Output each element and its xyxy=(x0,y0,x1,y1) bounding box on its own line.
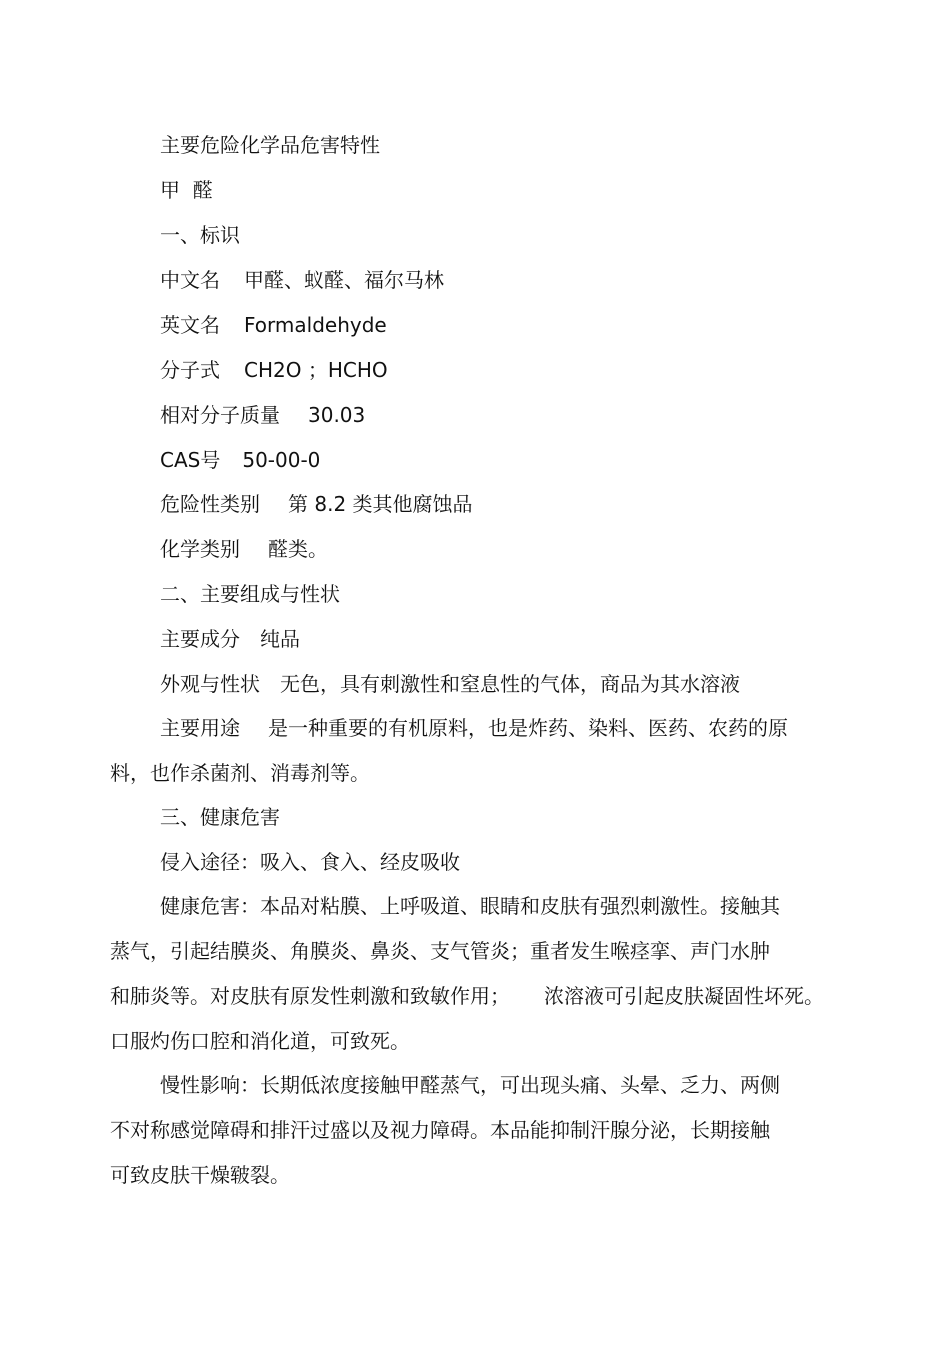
use-value-line1: 是一种重要的有机原料，也是炸药、染料、医药、农药的原 xyxy=(268,716,788,740)
cn-name-value: 甲醛、蚁醛、福尔马林 xyxy=(244,268,444,292)
health-line3-part2: 浓溶液可引起皮肤凝固性坏死。 xyxy=(544,984,824,1008)
hazard-class-row xyxy=(160,491,473,517)
appearance-label: 外观与性状 xyxy=(160,672,260,696)
cn-name-row xyxy=(160,267,444,293)
health-line3 xyxy=(110,983,824,1009)
formula-label: 分子式 xyxy=(160,358,220,382)
hazard-class-label: 危险性类别 xyxy=(160,492,260,516)
cas-value: 50-00-0 xyxy=(242,448,321,472)
chem-class-value: 醛类。 xyxy=(268,537,328,561)
section1-heading: 一、标识 xyxy=(160,223,240,247)
route-text: 侵入途径：吸入、食入、经皮吸收 xyxy=(160,850,460,874)
en-name-value: Formaldehyde xyxy=(244,313,387,337)
cas-label: CAS号 xyxy=(160,448,221,472)
use-value-line2: 料，也作杀菌剂、消毒剂等。 xyxy=(110,761,370,785)
cas-row xyxy=(160,447,320,473)
health-line3-part1: 和肺炎等。对皮肤有原发性刺激和致敏作用； xyxy=(110,984,510,1008)
health-line2: 蒸气，引起结膜炎、角膜炎、鼻炎、支气管炎；重者发生喉痉挛、声门水肿 xyxy=(110,939,770,963)
cn-name-label: 中文名 xyxy=(160,268,220,292)
section2-heading: 二、主要组成与性状 xyxy=(160,582,340,606)
chronic-line2: 不对称感觉障碍和排汗过盛以及视力障碍。本品能抑制汗腺分泌，长期接触 xyxy=(110,1118,770,1142)
mass-label: 相对分子质量 xyxy=(160,403,280,427)
mass-value: 30.03 xyxy=(308,403,366,427)
en-name-row xyxy=(160,312,387,338)
appearance-row xyxy=(160,671,740,697)
use-label: 主要用途 xyxy=(160,716,240,740)
component-row xyxy=(160,626,300,652)
document-title: 主要危险化学品危害特性 xyxy=(160,133,380,157)
substance-name: 甲 醛 xyxy=(160,178,213,202)
use-row xyxy=(160,715,788,741)
chem-class-label: 化学类别 xyxy=(160,537,240,561)
section3-heading: 三、健康危害 xyxy=(160,805,280,829)
formula-value: CH2O ；HCHO xyxy=(244,358,388,382)
appearance-value: 无色，具有刺激性和窒息性的气体，商品为其水溶液 xyxy=(280,672,740,696)
en-name-label: 英文名 xyxy=(160,313,220,337)
component-label: 主要成分 xyxy=(160,627,240,651)
mass-row xyxy=(160,402,365,428)
health-line4: 口服灼伤口腔和消化道，可致死。 xyxy=(110,1029,410,1053)
chronic-line3: 可致皮肤干燥皲裂。 xyxy=(110,1163,290,1187)
health-line1: 健康危害：本品对粘膜、上呼吸道、眼睛和皮肤有强烈刺激性。接触其 xyxy=(160,894,780,918)
chronic-line1: 慢性影响：长期低浓度接触甲醛蒸气，可出现头痛、头晕、乏力、两侧 xyxy=(160,1073,780,1097)
chem-class-row xyxy=(160,536,328,562)
formula-row xyxy=(160,357,388,383)
component-value: 纯品 xyxy=(260,627,300,651)
hazard-class-value: 第 8.2 类其他腐蚀品 xyxy=(288,492,473,516)
